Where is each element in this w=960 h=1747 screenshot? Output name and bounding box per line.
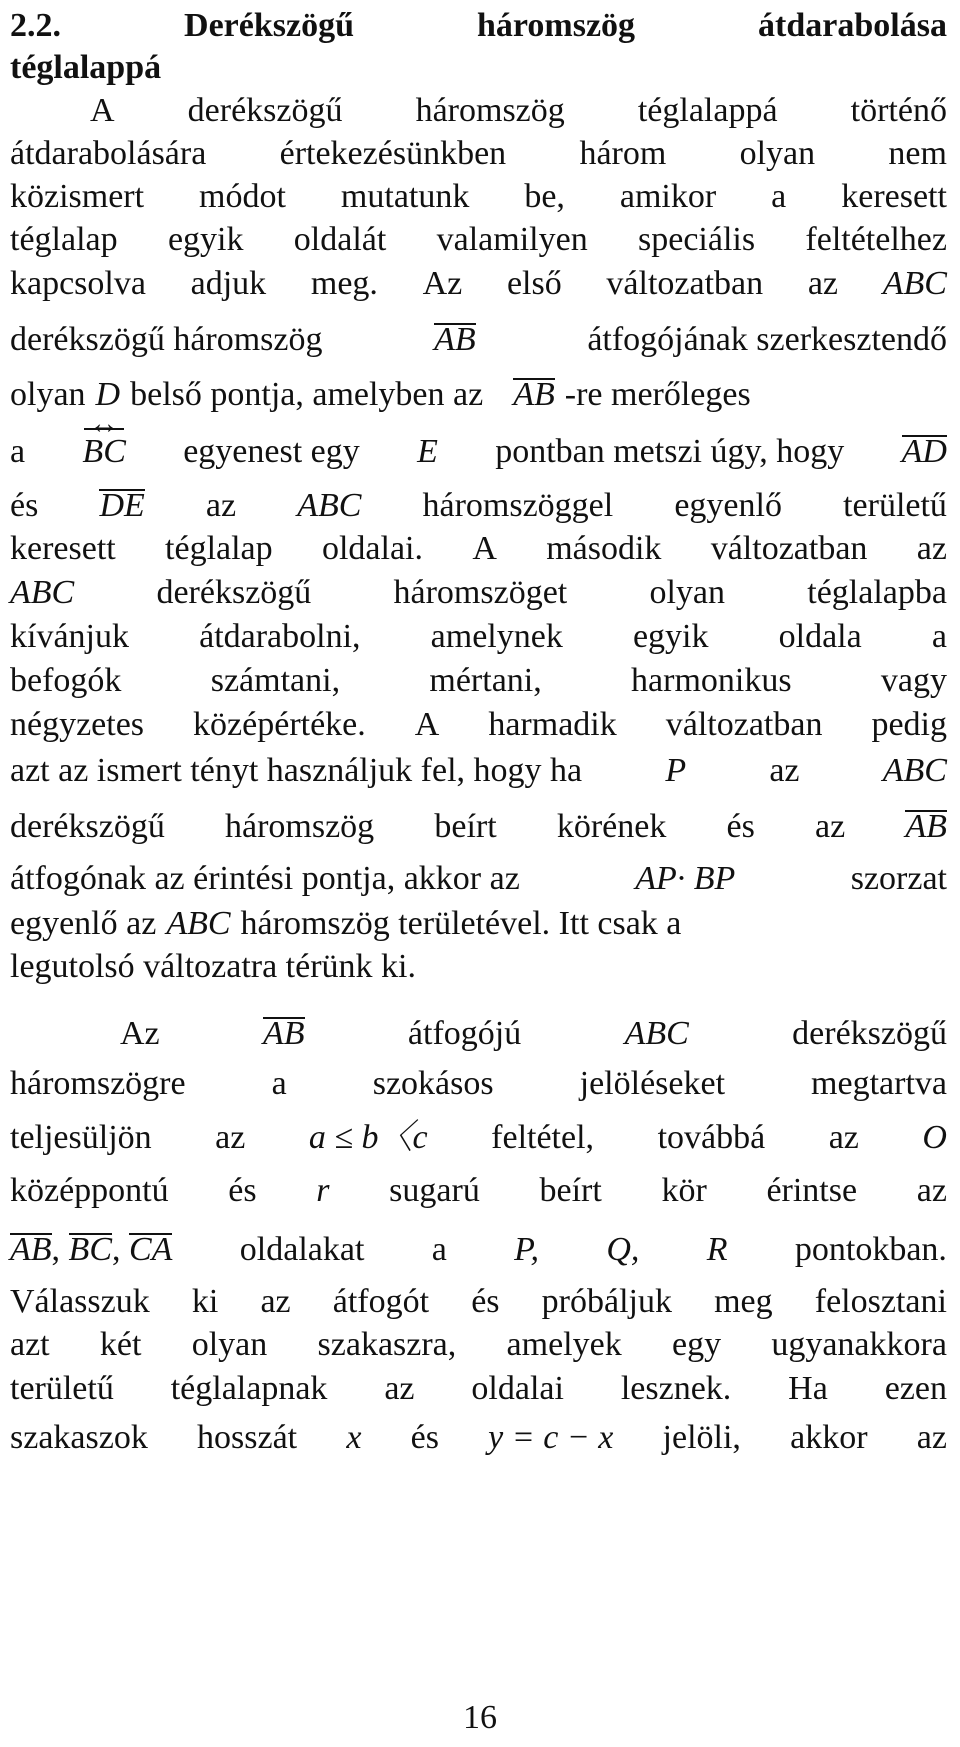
text-line: átdarabolására értekezésünkben három olyan nem <box>10 135 947 172</box>
text-line: Az AB átfogójú ABC derékszögű <box>120 1012 947 1056</box>
section-heading-line2 <box>10 46 947 90</box>
math-condition: a ≤ b〈c <box>308 1119 428 1156</box>
text-line: befogók számtani, mértani, harmonikus vagy <box>10 662 947 699</box>
text-line: kívánjuk átdarabolni, amelynek egyik oldala a <box>10 618 947 655</box>
text-line: egyenlő az ABC háromszög területével. Itt csak a <box>10 902 947 946</box>
text-line: AB, BC, CA oldalakat a P, Q, R pontokban. <box>10 1228 947 1272</box>
math-abc: ABC <box>166 905 231 942</box>
text-line: legutolsó változatra térünk ki. <box>10 948 416 985</box>
math-equation: y = c − x <box>488 1419 614 1456</box>
text-line: és DE az ABC háromszöggel egyenlő területű <box>10 484 947 528</box>
text-line: háromszögre a szokásos jelöléseket megtartva <box>10 1065 947 1102</box>
section-number: 2.2. <box>10 7 61 44</box>
text-line: keresett téglalap oldalai. A második változatban az <box>10 530 947 567</box>
math-segment-bc: BC <box>68 1231 112 1268</box>
text-line: azt két olyan szakaszra, amelyek egy ugyanakkora <box>10 1326 947 1363</box>
math-segment-ab: AB <box>263 1015 305 1052</box>
math-d: D <box>95 376 121 413</box>
text-line: olyan D belső pontja, amelyben az AB -re merőleges <box>10 373 947 417</box>
text-line: Válasszuk ki az átfogót és próbáljuk meg felosztani <box>10 1283 947 1320</box>
heading-word: téglalappá <box>10 49 162 86</box>
text-line: ABC derékszögű háromszöget olyan téglalapba <box>10 571 947 615</box>
math-p: P <box>665 752 687 789</box>
math-segment-ad: AD <box>901 433 947 470</box>
math-segment-ab: AB <box>10 1231 52 1268</box>
text-line: a BC ↔ egyenest egy E pontban metszi úgy, hogy AD <box>10 430 947 474</box>
section-heading <box>10 4 947 48</box>
math-abc: ABC <box>624 1015 689 1052</box>
text-line: derékszögű háromszög beírt körének és az AB <box>10 808 947 845</box>
math-o: O <box>922 1119 947 1156</box>
page-number: 16 <box>463 1699 497 1736</box>
math-e: E <box>417 433 438 470</box>
math-segment-ab: AB <box>434 321 476 358</box>
text-line: átfogónak az érintési pontja, akkor az AP· BP szorzat <box>10 860 947 897</box>
math-abc: ABC <box>10 574 75 611</box>
math-abc: ABC <box>882 752 947 789</box>
math-segment-ab: AB <box>513 376 555 413</box>
math-segment-ca: CA <box>129 1231 173 1268</box>
text-line: kapcsolva adjuk meg. Az első változatban az ABC <box>10 262 947 306</box>
math-bp: BP <box>693 860 736 897</box>
math-line-bc: BC ↔ <box>82 430 125 474</box>
math-p: P, <box>514 1231 540 1268</box>
math-segment-ab: AB <box>905 808 947 845</box>
math-r: r <box>316 1172 330 1209</box>
text-line: derékszögű háromszög AB átfogójának szerkesztendő <box>10 321 947 358</box>
heading-word: átdarabolása <box>758 7 947 44</box>
math-q: Q, <box>606 1231 640 1268</box>
text-line: A derékszögű háromszög téglalappá történő <box>90 92 947 129</box>
text-line: négyzetes középértéke. A harmadik változatban pedig <box>10 706 947 743</box>
text-line: téglalap egyik oldalát valamilyen speciális feltételhez <box>10 221 947 258</box>
heading-word: háromszög <box>477 7 636 44</box>
text-line: szakaszok hosszát x és y = c − x jelöli, akkor az <box>10 1416 947 1460</box>
text-line: azt az ismert tényt használjuk fel, hogy ha P az ABC <box>10 749 947 793</box>
math-abc: ABC <box>297 487 362 524</box>
math-x: x <box>346 1419 362 1456</box>
math-r: R <box>706 1231 728 1268</box>
text-line: területű téglalapnak az oldalai lesznek. Ha ezen <box>10 1370 947 1407</box>
heading-word: Derékszögű <box>184 7 354 44</box>
math-ap: AP· <box>635 860 686 897</box>
math-segment-de: DE <box>99 487 145 524</box>
math-abc: ABC <box>882 265 947 302</box>
text-line: középpontú és r sugarú beírt kör érintse az <box>10 1169 947 1213</box>
text-line: közismert módot mutatunk be, amikor a keresett <box>10 178 947 215</box>
text-line: teljesüljön az a ≤ b〈c feltétel, továbbá az O <box>10 1116 947 1160</box>
